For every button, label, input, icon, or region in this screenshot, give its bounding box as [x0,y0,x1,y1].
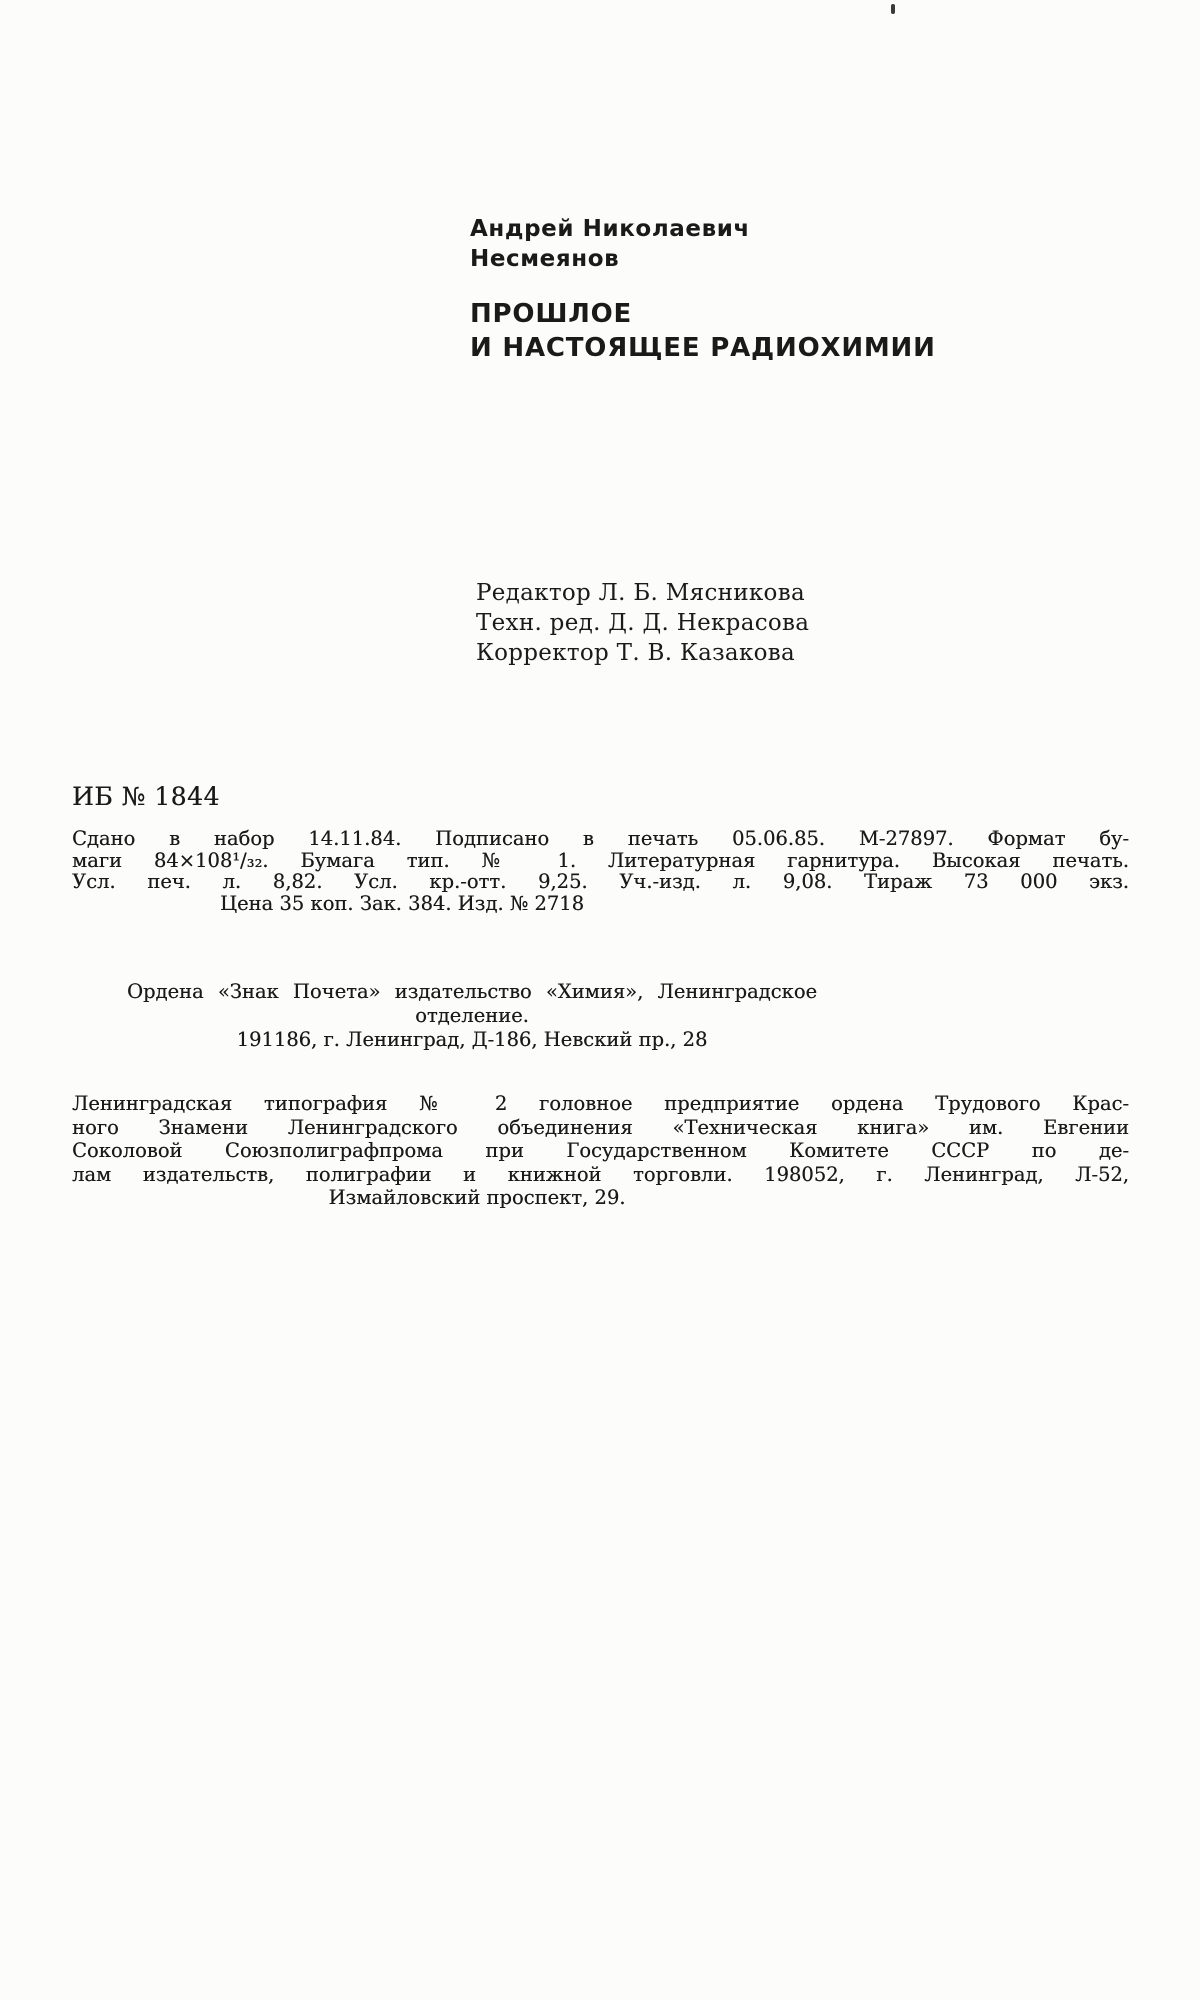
author-line-2: Несмеянов [470,246,620,272]
publisher-address-line: 191186, г. Ленинград, Д-186, Невский пр., 28 [236,1028,708,1051]
imprint-line: Сдано в набор 14.11.84. Подписано в печать 05.06.85. М-27897. Формат бу- [72,827,1129,850]
title-line-2: И НАСТОЯЩЕЕ РАДИОХИМИИ [470,333,936,363]
printer-line: Ленинградская типография № 2 головное предприятие ордена Трудового Крас- [72,1092,1129,1115]
author-line-1: Андрей Николаевич [470,216,750,242]
printer-address-line: Измайловский проспект, 29. [328,1186,626,1209]
printer-line: ного Знамени Ленинградского объединения «Техническая книга» им. Евгении [72,1115,1129,1139]
publisher-name-line: Ордена «Знак Почета» издательство «Химия», Ленинградское отделение. [127,980,817,1027]
author-block [470,214,750,274]
imprint-line: маги 84×108¹/₃₂. Бумага тип. № 1. Литературная гарнитура. Высокая печать. [72,848,1129,872]
book-title [470,297,936,365]
printer-line: Соколовой Союзполиграфпрома при Государственном Комитете СССР по де- [72,1139,1129,1162]
staff-block [476,578,809,668]
printer-block [72,1092,1129,1210]
scan-speck-icon [891,4,895,14]
imprint-price-line: Цена 35 коп. Зак. 384. Изд. № 2718 [220,891,584,915]
proofreader-line: Корректор Т. В. Казакова [476,640,796,666]
ib-number: ИБ № 1844 [72,782,220,811]
imprint-block [72,828,1129,914]
editor-line: Редактор Л. Б. Мясникова [476,580,805,606]
title-line-1: ПРОШЛОЕ [470,299,633,329]
publisher-block [72,980,872,1052]
printer-line: лам издательств, полиграфии и книжной торговли. 198052, г. Ленинград, Л-52, [72,1162,1129,1186]
tech-editor-line: Техн. ред. Д. Д. Некрасова [476,610,810,636]
imprint-line: Усл. печ. л. 8,82. Усл. кр.-отт. 9,25. Уч.-изд. л. 9,08. Тираж 73 000 экз. [72,870,1129,893]
